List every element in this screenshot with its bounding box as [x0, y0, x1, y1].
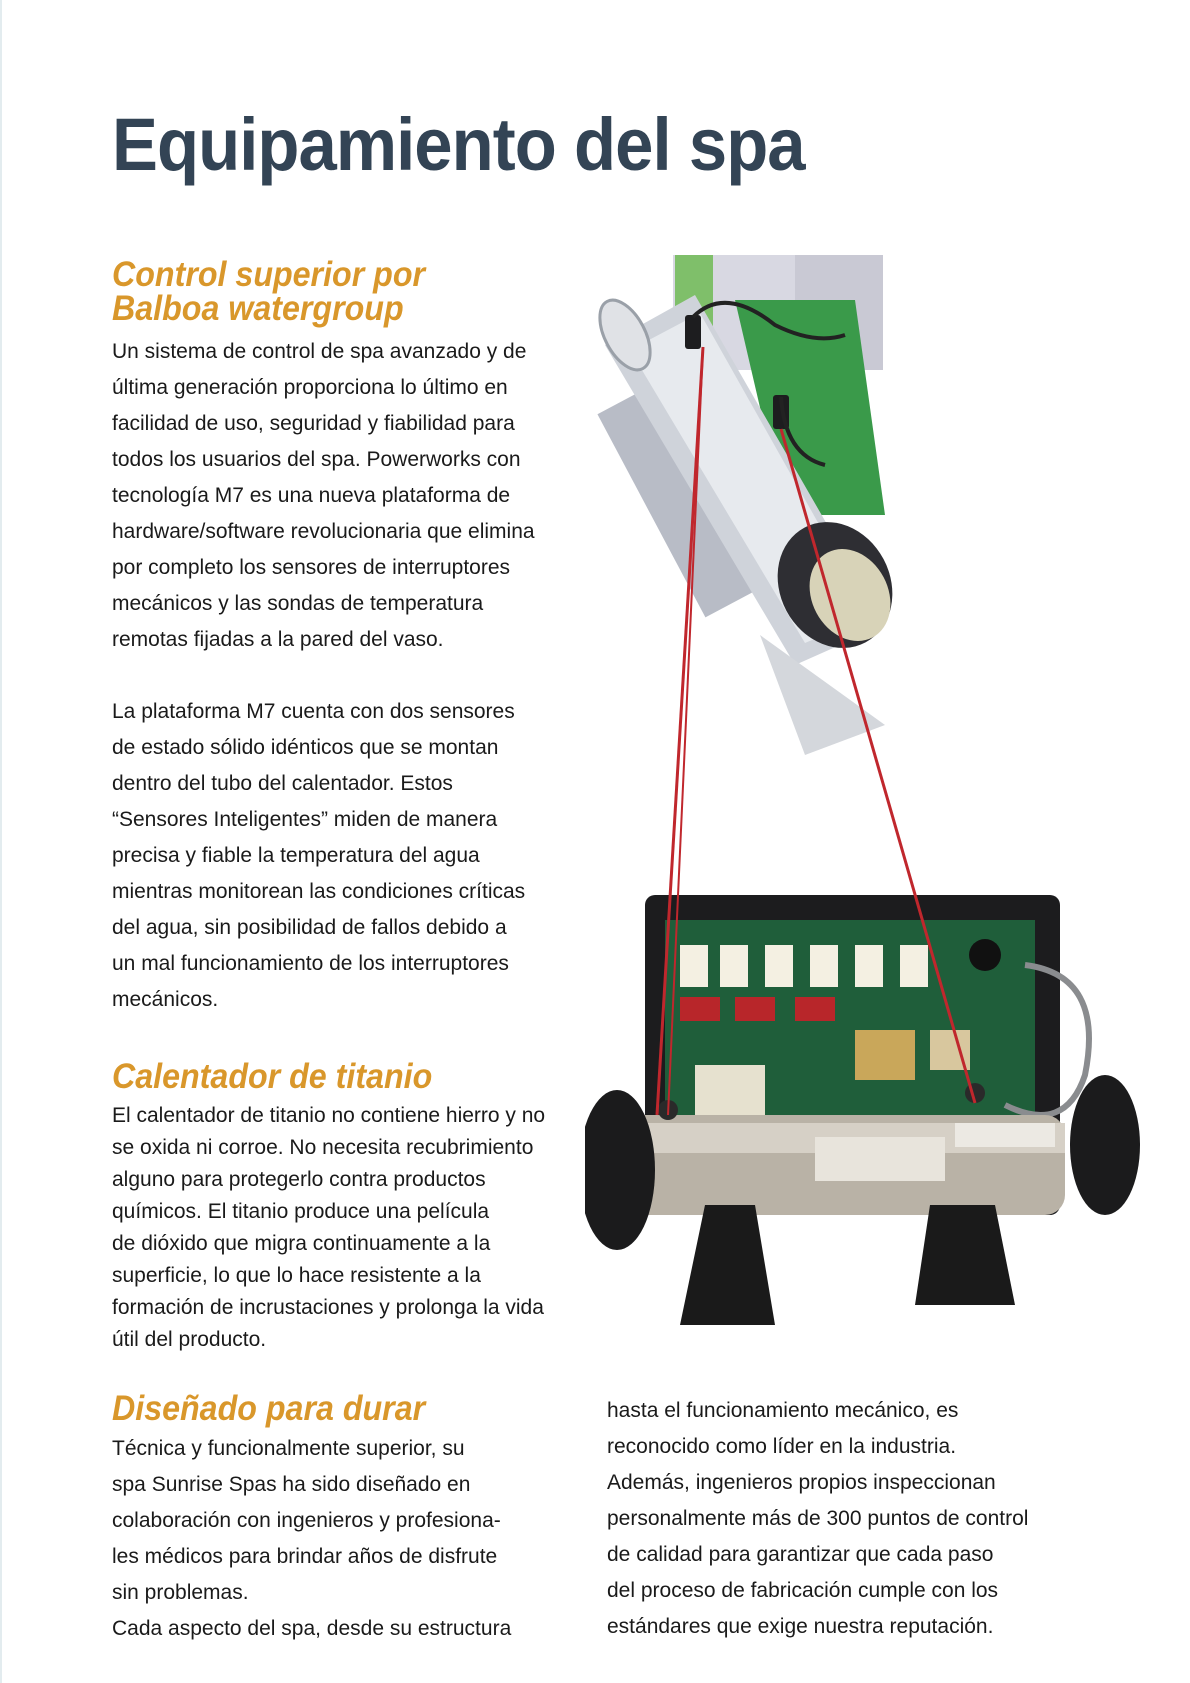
control-paragraph-2: La plataforma M7 cuenta con dos sensores de estado sólido idénticos que se montan dentro del tubo del calentador. Estos “Sensores Inteligentes” miden de manera precisa y fiable la temperatura del agua mientras monitorean las condiciones críticas del agua, sin posibilidad de fallos debido a un mal funcionamiento de los interruptores mecánicos. [112, 700, 526, 1011]
spa-control-pack-illustration [585, 255, 1145, 1365]
heading-heater: Calentador de titanio [112, 1057, 433, 1096]
heater-tube-cutaway [590, 255, 915, 755]
heading-control: Control superior por Balboa watergroup [112, 255, 426, 328]
control-paragraph-1: Un sistema de control de spa avanzado y de última generación proporciona lo último en facilidad de uso, seguridad y fiabilidad para todos los usuarios del spa. Powerworks con tecnología M7 es una nueva plataforma de hardware/software revolucionaria que elimina por completo los sensores de interruptores mecánicos y las sondas de temperatura remotas fijadas a la pared del vaso. [112, 340, 535, 651]
page-edge-line [0, 0, 2, 1683]
page-title: Equipamiento del spa [112, 103, 805, 186]
heading-durable: Diseñado para durar [112, 1389, 426, 1428]
durable-column-2: hasta el funcionamiento mecánico, es reconocido como líder en la industria. Además, ingenieros propios inspeccionan personalmente más de 300 puntos de control de calidad para garantizar que cada paso del proceso de fabricación cumple con los estándares que exige nuestra reputación. [607, 1399, 1029, 1638]
heater-paragraph: El calentador de titanio no contiene hierro y no se oxida ni corroe. No necesita recubrimiento alguno para protegerlo contra productos químicos. El titanio produce una película de dióxido que migra continuamente a la superficie, lo que lo hace resistente a la formación de incrustaciones y prolonga la vida útil del producto. [112, 1104, 546, 1351]
durable-column-1: Técnica y funcionalmente superior, su spa Sunrise Spas ha sido diseñado en colaboración con ingenieros y profesiona- les médicos para brindar años de disfrute sin problemas. Cada aspecto del spa, desde su estructura [112, 1437, 512, 1640]
illustration-svg [585, 255, 1145, 1365]
